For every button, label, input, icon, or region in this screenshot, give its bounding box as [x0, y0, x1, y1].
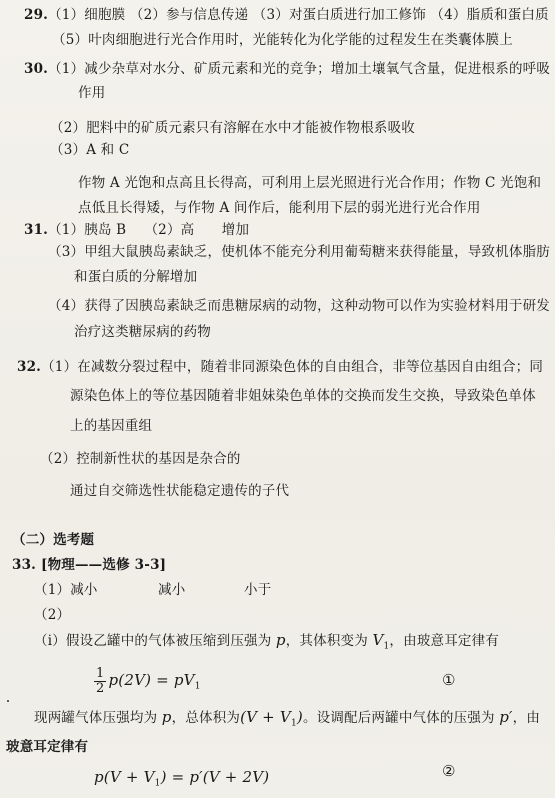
q33-now-vol-end: )	[296, 708, 303, 726]
q33-law-line	[6, 738, 88, 756]
eq1-numerator: 1	[96, 666, 105, 681]
q33-title: [物理——选修 3-3]	[41, 557, 167, 573]
q30-text-1: （1）减少杂草对水分、矿质元素和光的竞争；增加土壤氧气含量，促进根系的呼吸	[48, 61, 551, 77]
q31-number: 31.	[24, 222, 49, 238]
q33-part1-b-wrap	[158, 581, 185, 599]
q33-number: 33.	[12, 557, 37, 573]
q33-part1-c: 小于	[244, 582, 272, 598]
q30-number: 30.	[24, 61, 49, 77]
q32-line-1	[17, 358, 543, 376]
q33-part1-a: （1）减小	[34, 582, 98, 598]
q32-text-2: 源染色体上的等位基因随着非姐妹染色单体的交换而发生交换，导致染色单体	[70, 388, 536, 404]
q33-i-text-c: ，由玻意耳定律有	[389, 633, 500, 649]
eq1-mark-wrap	[442, 671, 456, 690]
eq1-mark: ①	[442, 671, 456, 689]
q33-now-a: 现两罐气体压强均为	[34, 710, 162, 726]
q33-law-text: 玻意耳定律有	[6, 739, 89, 755]
q31-text-3: 和蛋白质的分解增加	[74, 269, 198, 285]
q33-part2-label: （2）	[34, 607, 71, 623]
q30-text-4: （3）A 和 C	[50, 142, 130, 158]
eq2-mark-wrap	[442, 762, 456, 781]
q33-i-text-a: （i）假设乙罐中的气体被压缩到压强为	[34, 633, 276, 649]
q33-i-sub-1: 1	[383, 641, 390, 652]
q33-now-p: p	[161, 708, 172, 726]
q30-line-4	[50, 141, 129, 159]
eq2-sub: 1	[154, 778, 161, 789]
q33-i-var-v1: V	[372, 631, 384, 649]
q29-text-2: （5）叶肉细胞进行光合作用时，光能转化为化学能的过程发生在类囊体膜上	[52, 32, 513, 48]
q33-now-vol: (V + V	[240, 708, 291, 726]
q32-number: 32.	[17, 359, 42, 375]
q30-line-2	[78, 84, 105, 102]
section-title: （二）选考题	[12, 532, 95, 548]
q33-now-vol-sub: 1	[290, 718, 297, 729]
q33-title-line	[12, 556, 166, 574]
q33-i-text-b: ，其体积变为	[285, 633, 373, 649]
q32-text-4: （2）控制新性状的基因是杂合的	[40, 451, 241, 467]
margin-dot	[7, 700, 9, 702]
q31-line-2	[48, 243, 550, 261]
q32-text-1: （1）在减数分裂过程中，随着非同源染色体的自由组合，非等位基因自由组合；同	[41, 359, 544, 375]
q30-text-6: 点低且长得矮，与作物 A 间作后，能利用下层的弱光进行光合作用	[78, 200, 481, 216]
q31-text-2: （3）甲组大鼠胰岛素缺乏，使机体不能充分利用葡萄糖来获得能量，导致机体脂肪	[48, 244, 550, 260]
q33-part2-label-line	[34, 606, 70, 624]
q31-line-4	[48, 297, 550, 315]
q32-line-5	[70, 482, 289, 500]
q30-line-5	[78, 174, 541, 192]
q31-text-4: （4）获得了因胰岛素缺乏而患糖尿病的动物，这种动物可以作为实验材料用于研发	[48, 298, 550, 314]
q33-part1-b: 减小	[158, 582, 186, 598]
q31-line-1	[24, 221, 249, 239]
q32-line-2	[70, 387, 536, 405]
q30-text-2: 作用	[78, 85, 106, 101]
q33-i-var-p: p	[275, 631, 286, 649]
q33-now-c: 。设调配后两罐中气体的压强为	[302, 710, 500, 726]
q32-text-5: 通过自交筛选性状能稳定遗传的子代	[70, 483, 290, 499]
q33-now-d: ，由	[512, 710, 541, 726]
eq1-body: p(2V) = pV	[108, 671, 195, 689]
q33-part1-line	[34, 581, 98, 599]
q32-line-3	[70, 417, 152, 435]
eq2-mark: ②	[442, 762, 456, 780]
q29-line-1	[24, 6, 549, 24]
q33-part1-c-wrap	[244, 581, 271, 599]
eq2-body-a: p(V + V	[94, 768, 155, 786]
q30-line-1	[24, 60, 550, 78]
eq1-sub: 1	[194, 681, 201, 692]
q30-text-3: （2）肥料中的矿质元素只有溶解在水中才能被作物根系吸收	[50, 120, 415, 136]
equation-1	[94, 665, 201, 702]
q30-text-5: 作物 A 光饱和点高且长得高，可利用上层光照进行光合作用；作物 C 光饱和	[78, 175, 542, 191]
q29-text-1: （1）细胞膜 （2）参与信息传递 （3）对蛋白质进行加工修饰 （4）脂质和蛋白质	[48, 7, 549, 23]
q33-now-pp: p′	[499, 708, 513, 726]
q31-line-5	[74, 323, 211, 341]
q30-line-3	[50, 119, 415, 137]
q33-i-line	[34, 631, 499, 656]
q31-text-5: 治疗这类糖尿病的药物	[74, 324, 211, 340]
q29-number: 29.	[24, 7, 49, 23]
q31-line-3	[74, 268, 197, 286]
section-heading	[12, 531, 94, 549]
eq1-fraction	[94, 667, 106, 696]
equation-2	[94, 768, 269, 793]
q30-line-6	[78, 199, 481, 217]
q31-text-1: （1）胰岛 B （2）高 增加	[48, 222, 250, 238]
q29-line-2	[52, 31, 513, 49]
q32-text-3: 上的基因重组	[70, 418, 153, 434]
q33-now-line	[34, 708, 540, 733]
q33-now-b: ，总体积为	[171, 710, 241, 726]
q32-line-4	[40, 450, 241, 468]
eq1-denominator: 2	[96, 681, 105, 696]
eq2-body-b: ) = p′(V + 2V)	[160, 768, 270, 786]
